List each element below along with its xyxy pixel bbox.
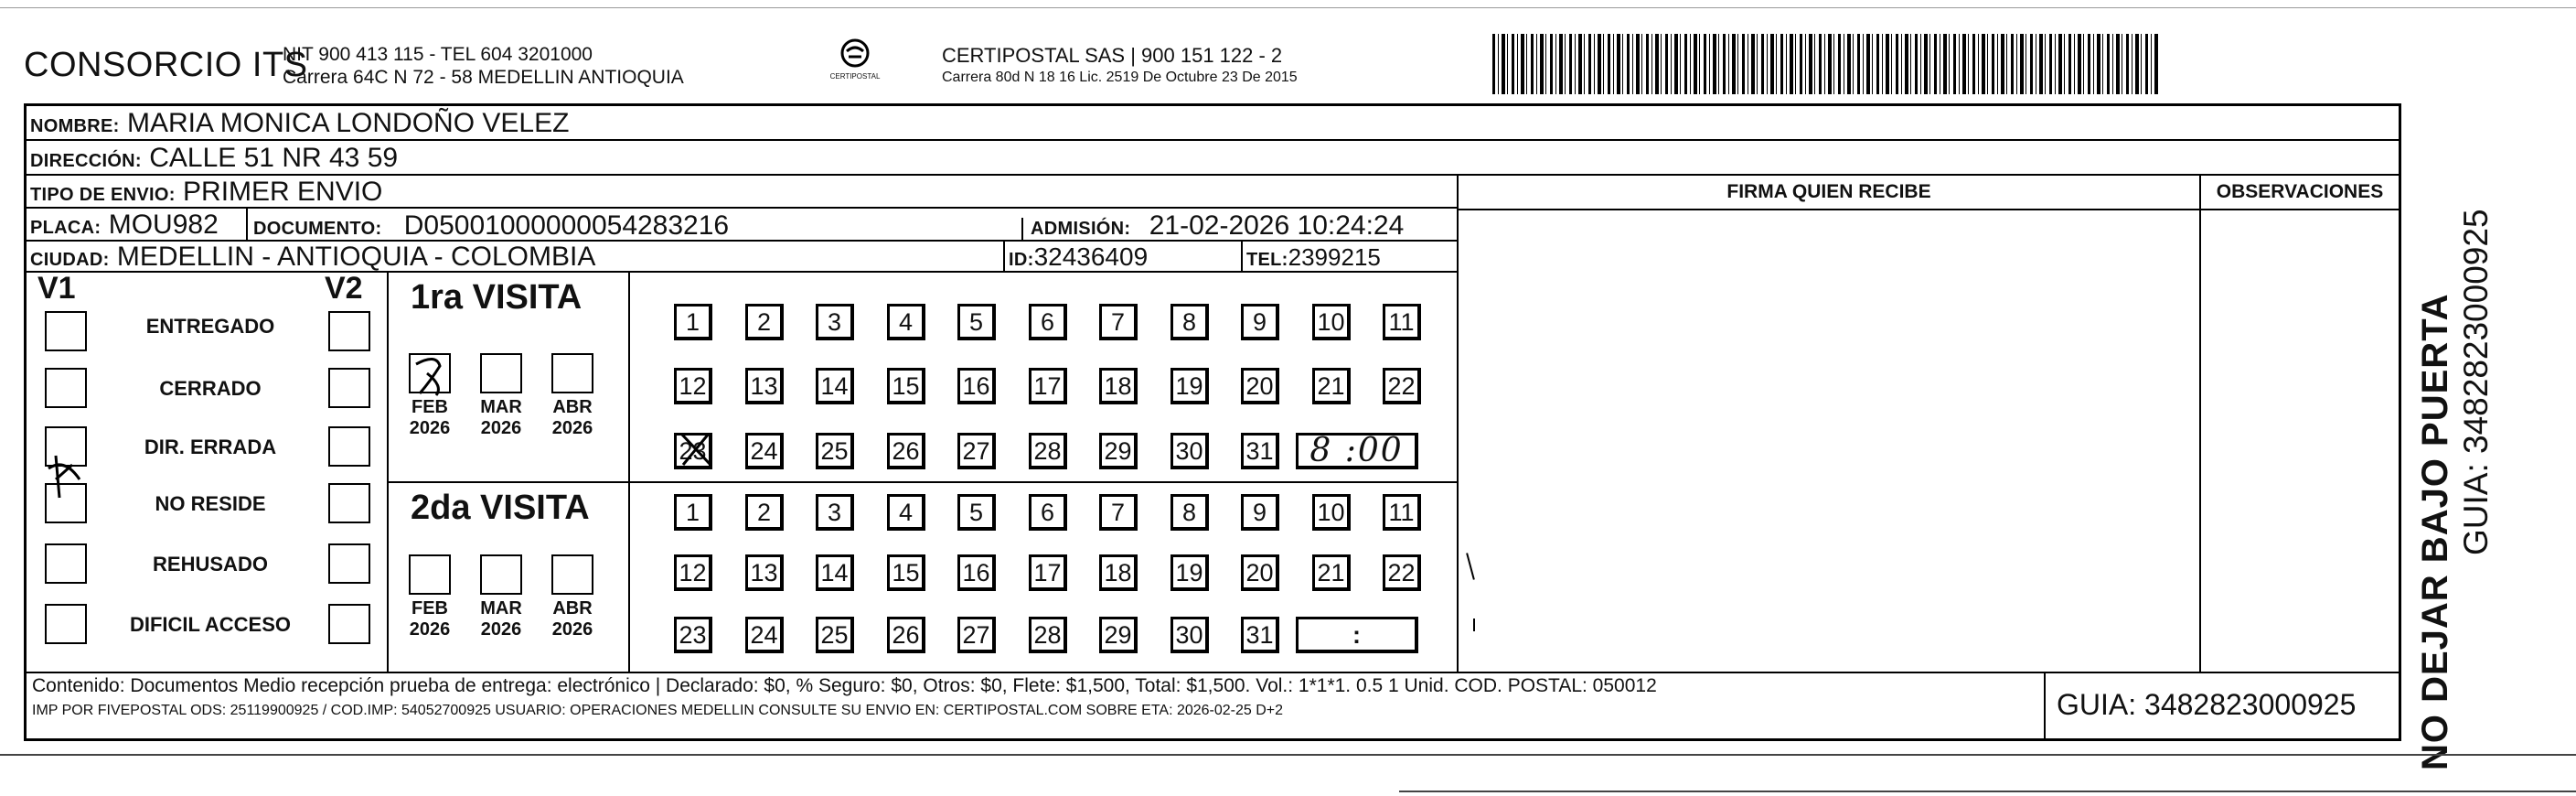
day-box[interactable]: 3 bbox=[816, 304, 854, 340]
id-divider bbox=[1003, 242, 1005, 273]
month-label bbox=[474, 598, 529, 640]
company-nit: NIT 900 413 115 - TEL 604 3201000 bbox=[283, 44, 593, 65]
barcode bbox=[1492, 34, 2160, 94]
bottom-rule bbox=[0, 754, 2576, 756]
day-box[interactable]: 16 bbox=[957, 368, 996, 404]
month-checkbox[interactable] bbox=[551, 554, 593, 595]
day-box[interactable]: 7 bbox=[1099, 494, 1138, 531]
name-label: NOMBRE: bbox=[30, 116, 120, 136]
v1-label: V1 bbox=[37, 271, 76, 306]
footer-content: Contenido: Documentos Medio recepción prueba de entrega: electrónico | Declarado: $0, % Seguro: $0, Otros: $0, Flete: $1,500, Total: $1,500. Vol.: 1*1*1. 0.5 1 Unid. COD. POSTAL: 050012 bbox=[32, 675, 1657, 696]
day-box[interactable]: 1 bbox=[674, 494, 712, 531]
bottom-rule-right bbox=[1399, 791, 2576, 792]
day-box[interactable]: 14 bbox=[816, 368, 854, 404]
shipment-type: PRIMER ENVIO bbox=[183, 177, 383, 207]
day-box[interactable]: 20 bbox=[1241, 554, 1279, 591]
footer-guide: GUIA: 3482823000925 bbox=[2057, 688, 2357, 721]
status-label: ENTREGADO bbox=[145, 315, 275, 338]
day-box[interactable]: 21 bbox=[1312, 554, 1351, 591]
day-box[interactable]: 2 bbox=[745, 494, 784, 531]
plate-divider bbox=[246, 209, 248, 242]
day-box[interactable]: 22 bbox=[1383, 368, 1421, 404]
v2-checkbox[interactable] bbox=[328, 426, 370, 467]
day-box[interactable]: 13 bbox=[745, 368, 784, 404]
day-box[interactable]: 31 bbox=[1241, 433, 1279, 469]
month-name: MAR bbox=[480, 397, 522, 417]
city-label: CIUDAD: bbox=[30, 250, 110, 270]
tel-divider bbox=[1241, 242, 1243, 273]
day-box[interactable]: 26 bbox=[887, 617, 925, 653]
month-year: 2026 bbox=[551, 418, 593, 438]
side-guide: GUIA: 3482823000925 bbox=[2457, 209, 2495, 555]
second-visit-time[interactable] bbox=[1296, 617, 1418, 653]
day-box[interactable]: 10 bbox=[1312, 494, 1351, 531]
month-checkbox[interactable] bbox=[480, 353, 522, 393]
day-box[interactable]: 4 bbox=[887, 494, 925, 531]
status-label: NO RESIDE bbox=[155, 492, 266, 515]
day-box[interactable]: 18 bbox=[1099, 554, 1138, 591]
month-year: 2026 bbox=[409, 619, 451, 640]
carrier-logo-text: CERTIPOSTAL bbox=[829, 72, 881, 81]
day-box[interactable]: 4 bbox=[887, 304, 925, 340]
status-label: DIFICIL ACCESO bbox=[129, 613, 291, 636]
day-box[interactable]: 16 bbox=[957, 554, 996, 591]
month-checkbox[interactable] bbox=[551, 353, 593, 393]
v1-checkbox[interactable] bbox=[45, 368, 87, 408]
day-box[interactable]: 2 bbox=[745, 304, 784, 340]
v2-checkbox[interactable] bbox=[328, 543, 370, 584]
carrier-info bbox=[942, 44, 1298, 88]
id-field bbox=[1009, 242, 1148, 272]
day-box[interactable]: 7 bbox=[1099, 304, 1138, 340]
day-box[interactable]: 10 bbox=[1312, 304, 1351, 340]
shipping-form bbox=[24, 103, 2401, 741]
day-box[interactable]: 19 bbox=[1170, 554, 1209, 591]
month-label bbox=[402, 397, 457, 439]
month-label bbox=[545, 397, 600, 439]
handwritten-mark-feb bbox=[409, 353, 454, 399]
carrier-name: CERTIPOSTAL SAS | 900 151 122 - 2 bbox=[942, 44, 1283, 67]
document-field bbox=[253, 210, 729, 242]
day-box[interactable]: 30 bbox=[1170, 433, 1209, 469]
side-notice: NO DEJAR BAJO PUERTA bbox=[2415, 293, 2455, 770]
footer-guide-divider bbox=[2044, 672, 2046, 739]
status-label: DIR. ERRADA bbox=[144, 436, 277, 458]
top-rule bbox=[0, 7, 2576, 8]
id-label: ID: bbox=[1009, 250, 1034, 270]
visit-separator bbox=[387, 481, 1457, 483]
day-box[interactable]: 9 bbox=[1241, 494, 1279, 531]
signature-area[interactable] bbox=[1459, 210, 2197, 670]
day-box[interactable]: 14 bbox=[816, 554, 854, 591]
second-visit-title: 2da VISITA bbox=[411, 489, 590, 527]
day-box[interactable]: 1 bbox=[674, 304, 712, 340]
day-box[interactable]: 19 bbox=[1170, 368, 1209, 404]
month-year: 2026 bbox=[409, 418, 451, 438]
month-name: MAR bbox=[480, 598, 522, 619]
handwritten-x-mark bbox=[43, 452, 89, 501]
signature-header: FIRMA QUIEN RECIBE bbox=[1726, 181, 1931, 202]
document-label: DOCUMENTO: bbox=[253, 219, 382, 239]
company-info bbox=[283, 43, 684, 89]
handwritten-mark-day-23 bbox=[674, 428, 720, 470]
month-label bbox=[545, 598, 600, 640]
day-box[interactable]: 12 bbox=[674, 554, 712, 591]
day-box[interactable]: 8 bbox=[1170, 494, 1209, 531]
tel-field bbox=[1246, 243, 1381, 272]
day-box[interactable]: 6 bbox=[1029, 494, 1067, 531]
day-box[interactable]: 15 bbox=[887, 368, 925, 404]
second-visit-time-value: : bbox=[1352, 621, 1361, 649]
v2-checkbox[interactable] bbox=[328, 604, 370, 644]
recipient-address: CALLE 51 NR 43 59 bbox=[149, 143, 399, 173]
day-box[interactable]: 18 bbox=[1099, 368, 1138, 404]
status-section-border bbox=[387, 273, 389, 672]
day-box[interactable]: 3 bbox=[816, 494, 854, 531]
address-label: DIRECCIÓN: bbox=[30, 151, 142, 171]
v1-checkbox[interactable] bbox=[45, 311, 87, 351]
day-box[interactable]: 24 bbox=[745, 617, 784, 653]
shipment-label: TIPO DE ENVIO: bbox=[30, 185, 176, 205]
day-box[interactable]: 5 bbox=[957, 494, 996, 531]
day-box[interactable]: 23 bbox=[674, 617, 712, 653]
v2-checkbox[interactable] bbox=[328, 311, 370, 351]
month-name: ABR bbox=[552, 397, 593, 417]
day-box[interactable]: 20 bbox=[1241, 368, 1279, 404]
day-box[interactable]: 26 bbox=[887, 433, 925, 469]
observations-area[interactable] bbox=[2201, 210, 2399, 670]
day-box[interactable]: 27 bbox=[957, 433, 996, 469]
v2-checkbox[interactable] bbox=[328, 368, 370, 408]
month-year: 2026 bbox=[480, 418, 522, 438]
admission-label: ADMISIÓN: bbox=[1031, 219, 1131, 239]
month-label bbox=[402, 598, 457, 640]
day-box[interactable]: 23 bbox=[674, 433, 712, 469]
day-box[interactable]: 13 bbox=[745, 554, 784, 591]
day-box[interactable]: 22 bbox=[1383, 554, 1421, 591]
visit-section-border bbox=[628, 273, 630, 672]
month-checkbox[interactable] bbox=[480, 554, 522, 595]
day-box[interactable]: 17 bbox=[1029, 554, 1067, 591]
month-year: 2026 bbox=[551, 619, 593, 640]
day-box[interactable]: 8 bbox=[1170, 304, 1209, 340]
day-box[interactable]: 17 bbox=[1029, 368, 1067, 404]
v1-checkbox[interactable] bbox=[45, 543, 87, 584]
footer-top-rule bbox=[27, 672, 2399, 673]
month-checkbox[interactable] bbox=[409, 554, 451, 595]
name-row bbox=[27, 106, 2399, 141]
carrier-logo bbox=[823, 38, 887, 81]
company-address: Carrera 64C N 72 - 58 MEDELLIN ANTIOQUIA bbox=[283, 67, 684, 88]
first-visit-time-value: 8 :00 bbox=[1309, 432, 1404, 469]
day-box[interactable]: 9 bbox=[1241, 304, 1279, 340]
day-box[interactable]: 11 bbox=[1383, 304, 1421, 340]
status-label: CERRADO bbox=[159, 377, 262, 400]
v1-checkbox[interactable] bbox=[45, 604, 87, 644]
id-value: 32436409 bbox=[1033, 242, 1149, 271]
day-box[interactable]: 28 bbox=[1029, 617, 1067, 653]
city-value: MEDELLIN - ANTIOQUIA - COLOMBIA bbox=[116, 242, 596, 272]
first-visit-time[interactable] bbox=[1296, 433, 1418, 469]
day-box[interactable]: 5 bbox=[957, 304, 996, 340]
plate-label: PLACA: bbox=[30, 218, 102, 238]
month-name: FEB bbox=[412, 397, 448, 417]
month-name: FEB bbox=[412, 598, 448, 619]
day-box[interactable]: 25 bbox=[816, 617, 854, 653]
plate-value: MOU982 bbox=[108, 210, 219, 240]
day-box[interactable]: 29 bbox=[1099, 617, 1138, 653]
first-visit-title: 1ra VISITA bbox=[411, 278, 583, 317]
tel-value: 2399215 bbox=[1288, 243, 1381, 271]
day-box[interactable]: 30 bbox=[1170, 617, 1209, 653]
day-box[interactable]: 29 bbox=[1099, 433, 1138, 469]
month-year: 2026 bbox=[480, 619, 522, 640]
day-box[interactable]: 24 bbox=[745, 433, 784, 469]
company-name: CONSORCIO ITS bbox=[24, 46, 308, 84]
admission-field bbox=[1031, 210, 1404, 242]
v2-label: V2 bbox=[325, 271, 363, 306]
day-box[interactable]: 6 bbox=[1029, 304, 1067, 340]
document-value: D05001000000054283216 bbox=[403, 210, 730, 241]
tel-label: TEL: bbox=[1246, 250, 1288, 270]
admission-divider bbox=[1021, 218, 1023, 242]
day-box[interactable]: 12 bbox=[674, 368, 712, 404]
carrier-license: Carrera 80d N 18 16 Lic. 2519 De Octubre 23 De 2015 bbox=[942, 70, 1298, 85]
shipment-row bbox=[27, 176, 1457, 209]
month-name: ABR bbox=[552, 598, 593, 619]
admission-value: 21-02-2026 10:24:24 bbox=[1149, 210, 1405, 241]
day-box[interactable]: 25 bbox=[816, 433, 854, 469]
observations-header: OBSERVACIONES bbox=[2216, 181, 2384, 202]
address-row bbox=[27, 141, 2399, 176]
day-box[interactable]: 21 bbox=[1312, 368, 1351, 404]
recipient-name: MARIA MONICA LONDOÑO VELEZ bbox=[127, 108, 570, 138]
day-box[interactable]: 31 bbox=[1241, 617, 1279, 653]
day-box[interactable]: 15 bbox=[887, 554, 925, 591]
day-box[interactable]: 28 bbox=[1029, 433, 1067, 469]
status-label: REHUSADO bbox=[153, 553, 268, 575]
day-box[interactable]: 27 bbox=[957, 617, 996, 653]
ink-mark bbox=[1473, 619, 1475, 631]
carrier-logo-icon bbox=[837, 38, 873, 70]
month-label bbox=[474, 397, 529, 439]
footer-printed: IMP POR FIVEPOSTAL ODS: 25119900925 / COD.IMP: 54052700925 USUARIO: OPERACIONES MEDELLIN CONSULTE SU ENVIO EN: CERTIPOSTAL.COM SOBRE ETA: 2026-02-25 D+2 bbox=[32, 703, 1284, 718]
v2-checkbox[interactable] bbox=[328, 483, 370, 523]
day-box[interactable]: 11 bbox=[1383, 494, 1421, 531]
